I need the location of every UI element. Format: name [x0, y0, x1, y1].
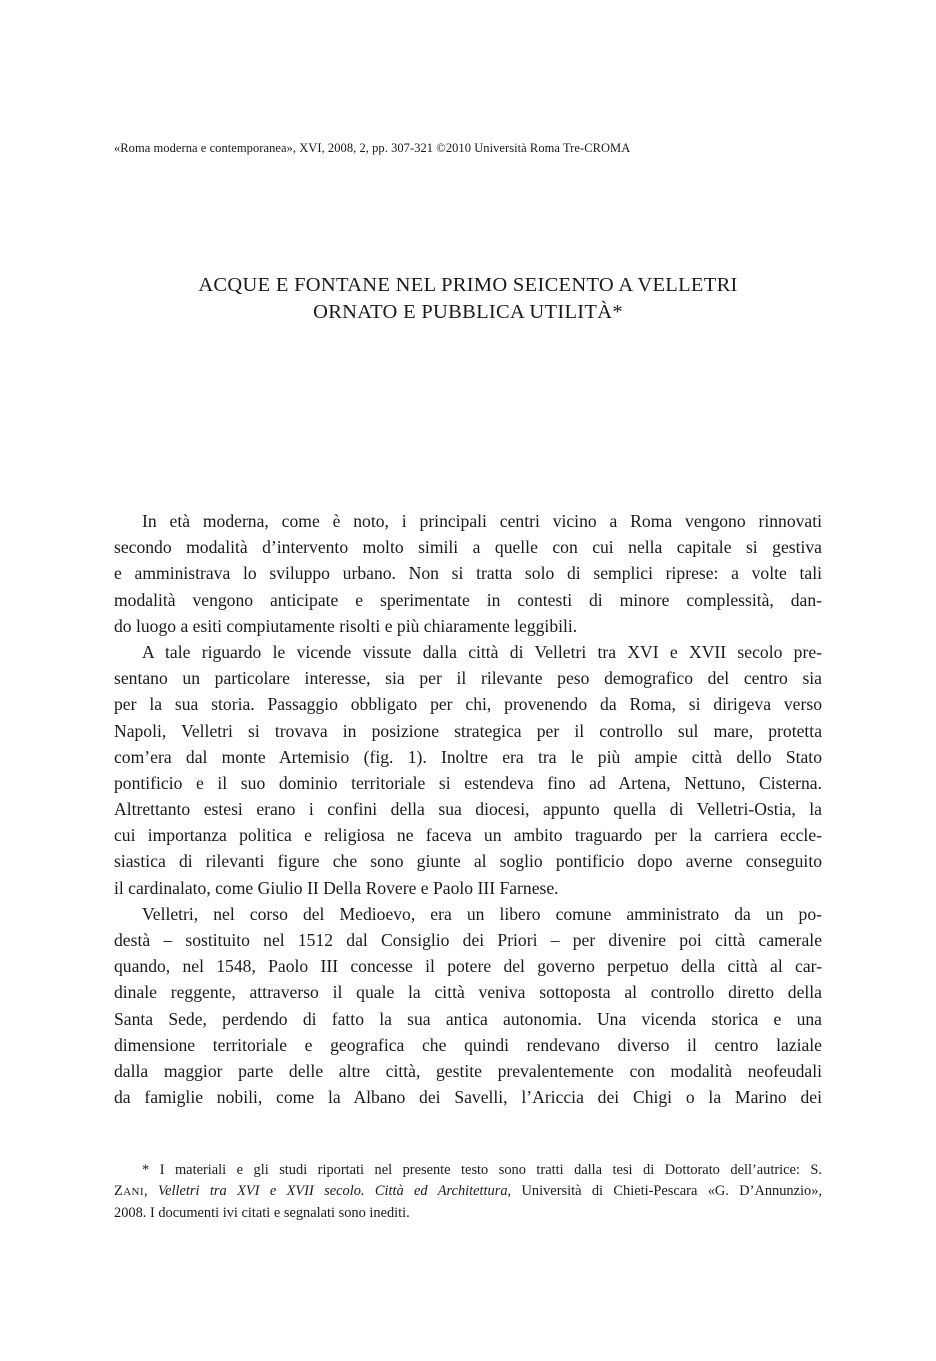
body-line: do luogo a esiti compiutamente risolti e più chiaramente leggibili. [114, 615, 578, 636]
journal-citation: «Roma moderna e contemporanea», XVI, 2008, 2, pp. 307-321 ©2010 Università Roma Tre-CROMA [114, 141, 631, 155]
body-line: secondo modalità d’intervento molto simili a quelle con cui nella capitale si gestiva [114, 537, 822, 558]
footnote-author: ZANI [114, 1183, 144, 1200]
footnote-line-1: * I materiali e gli studi riportati nel presente testo sono tratti dalla tesi di Dottorato dell’autrice: S. [142, 1162, 822, 1178]
body-line: destà – sostituito nel 1512 dal Consiglio dei Priori – per divenire poi città camerale [114, 930, 822, 950]
body-line: In età moderna, come è noto, i principali centri vicino a Roma vengono rinnovati [142, 511, 822, 531]
body-line: Napoli, Velletri si trovava in posizione strategica per il controllo sul mare, protetta [114, 720, 822, 741]
title-line-1: ACQUE E FONTANE NEL PRIMO SEICENTO A VELLETRI [198, 274, 738, 296]
body-line: siastica di rilevanti figure che sono giunte al soglio pontificio dopo averne conseguito [114, 851, 822, 872]
body-line: da famiglie nobili, come la Albano dei Savelli, l’Ariccia dei Chigi o la Marino dei [114, 1087, 822, 1108]
body-line: pontificio e il suo dominio territoriale si estendeva fino ad Artena, Nettuno, Cisterna. [114, 772, 822, 793]
body-line: com’era dal monte Artemisio (fig. 1). Inoltre era tra le più ampie città dello Stato [114, 746, 822, 767]
body-line: Santa Sede, perdendo di fatto la sua antica autonomia. Una vicenda storica e una [114, 1008, 822, 1029]
body-line: Velletri, nel corso del Medioevo, era un libero comune amministrato da un po- [142, 903, 822, 924]
body-line: Altrettanto estesi erano i confini della sua diocesi, appunto quella di Velletri-Ostia, la [114, 799, 822, 820]
body-line: quando, nel 1548, Paolo III concesse il potere del governo perpetuo della città al car- [114, 956, 822, 977]
body-line: il cardinalato, come Giulio II Della Rovere e Paolo III Farnese. [114, 877, 559, 898]
article-body [114, 508, 822, 1110]
body-line: dimensione territoriale e geografica che quindi rendevano diverso il centro laziale [114, 1034, 822, 1055]
body-line: e amministrava lo sviluppo urbano. Non si tratta solo di semplici riprese: a volte tali [114, 563, 822, 584]
footnote-line-2: ZANI, Velletri tra XVI e XVII secolo. Città ed Architettura, Università di Chieti-Pescara «G. D’Annunzio», [114, 1183, 823, 1200]
body-line: cui importanza politica e religiosa ne faceva un ambito traguardo per la carriera eccle- [114, 825, 822, 846]
article-title [114, 272, 822, 326]
body-line: dalla maggior parte delle altre città, gestite prevalentemente con modalità neofeudali [114, 1060, 822, 1081]
body-line: dinale reggente, attraverso il quale la città veniva sottoposta al controllo diretto della [114, 982, 822, 1003]
footnote-work-title: Velletri tra XVI e XVII secolo. Città ed Architettura [157, 1183, 508, 1200]
title-line-2: ORNATO E PUBBLICA UTILITÀ* [313, 301, 623, 323]
body-line: per la sua storia. Passaggio obbligato per chi, provenendo da Roma, si dirigeva verso [114, 694, 822, 715]
body-line: sentano un particolare interesse, sia per il rilevante peso demografico del centro sia [114, 668, 822, 689]
body-line: modalità vengono anticipate e sperimentate in contesti di minore complessità, dan- [114, 589, 822, 610]
footnote-publisher: , Università di Chieti-Pescara «G. D’Annunzio», [507, 1183, 823, 1200]
footnote [114, 1160, 822, 1224]
body-line: A tale riguardo le vicende vissute dalla città di Velletri tra XVI e XVII secolo pre- [142, 641, 822, 662]
footnote-line-3: 2008. I documenti ivi citati e segnalati sono inediti. [114, 1204, 410, 1221]
